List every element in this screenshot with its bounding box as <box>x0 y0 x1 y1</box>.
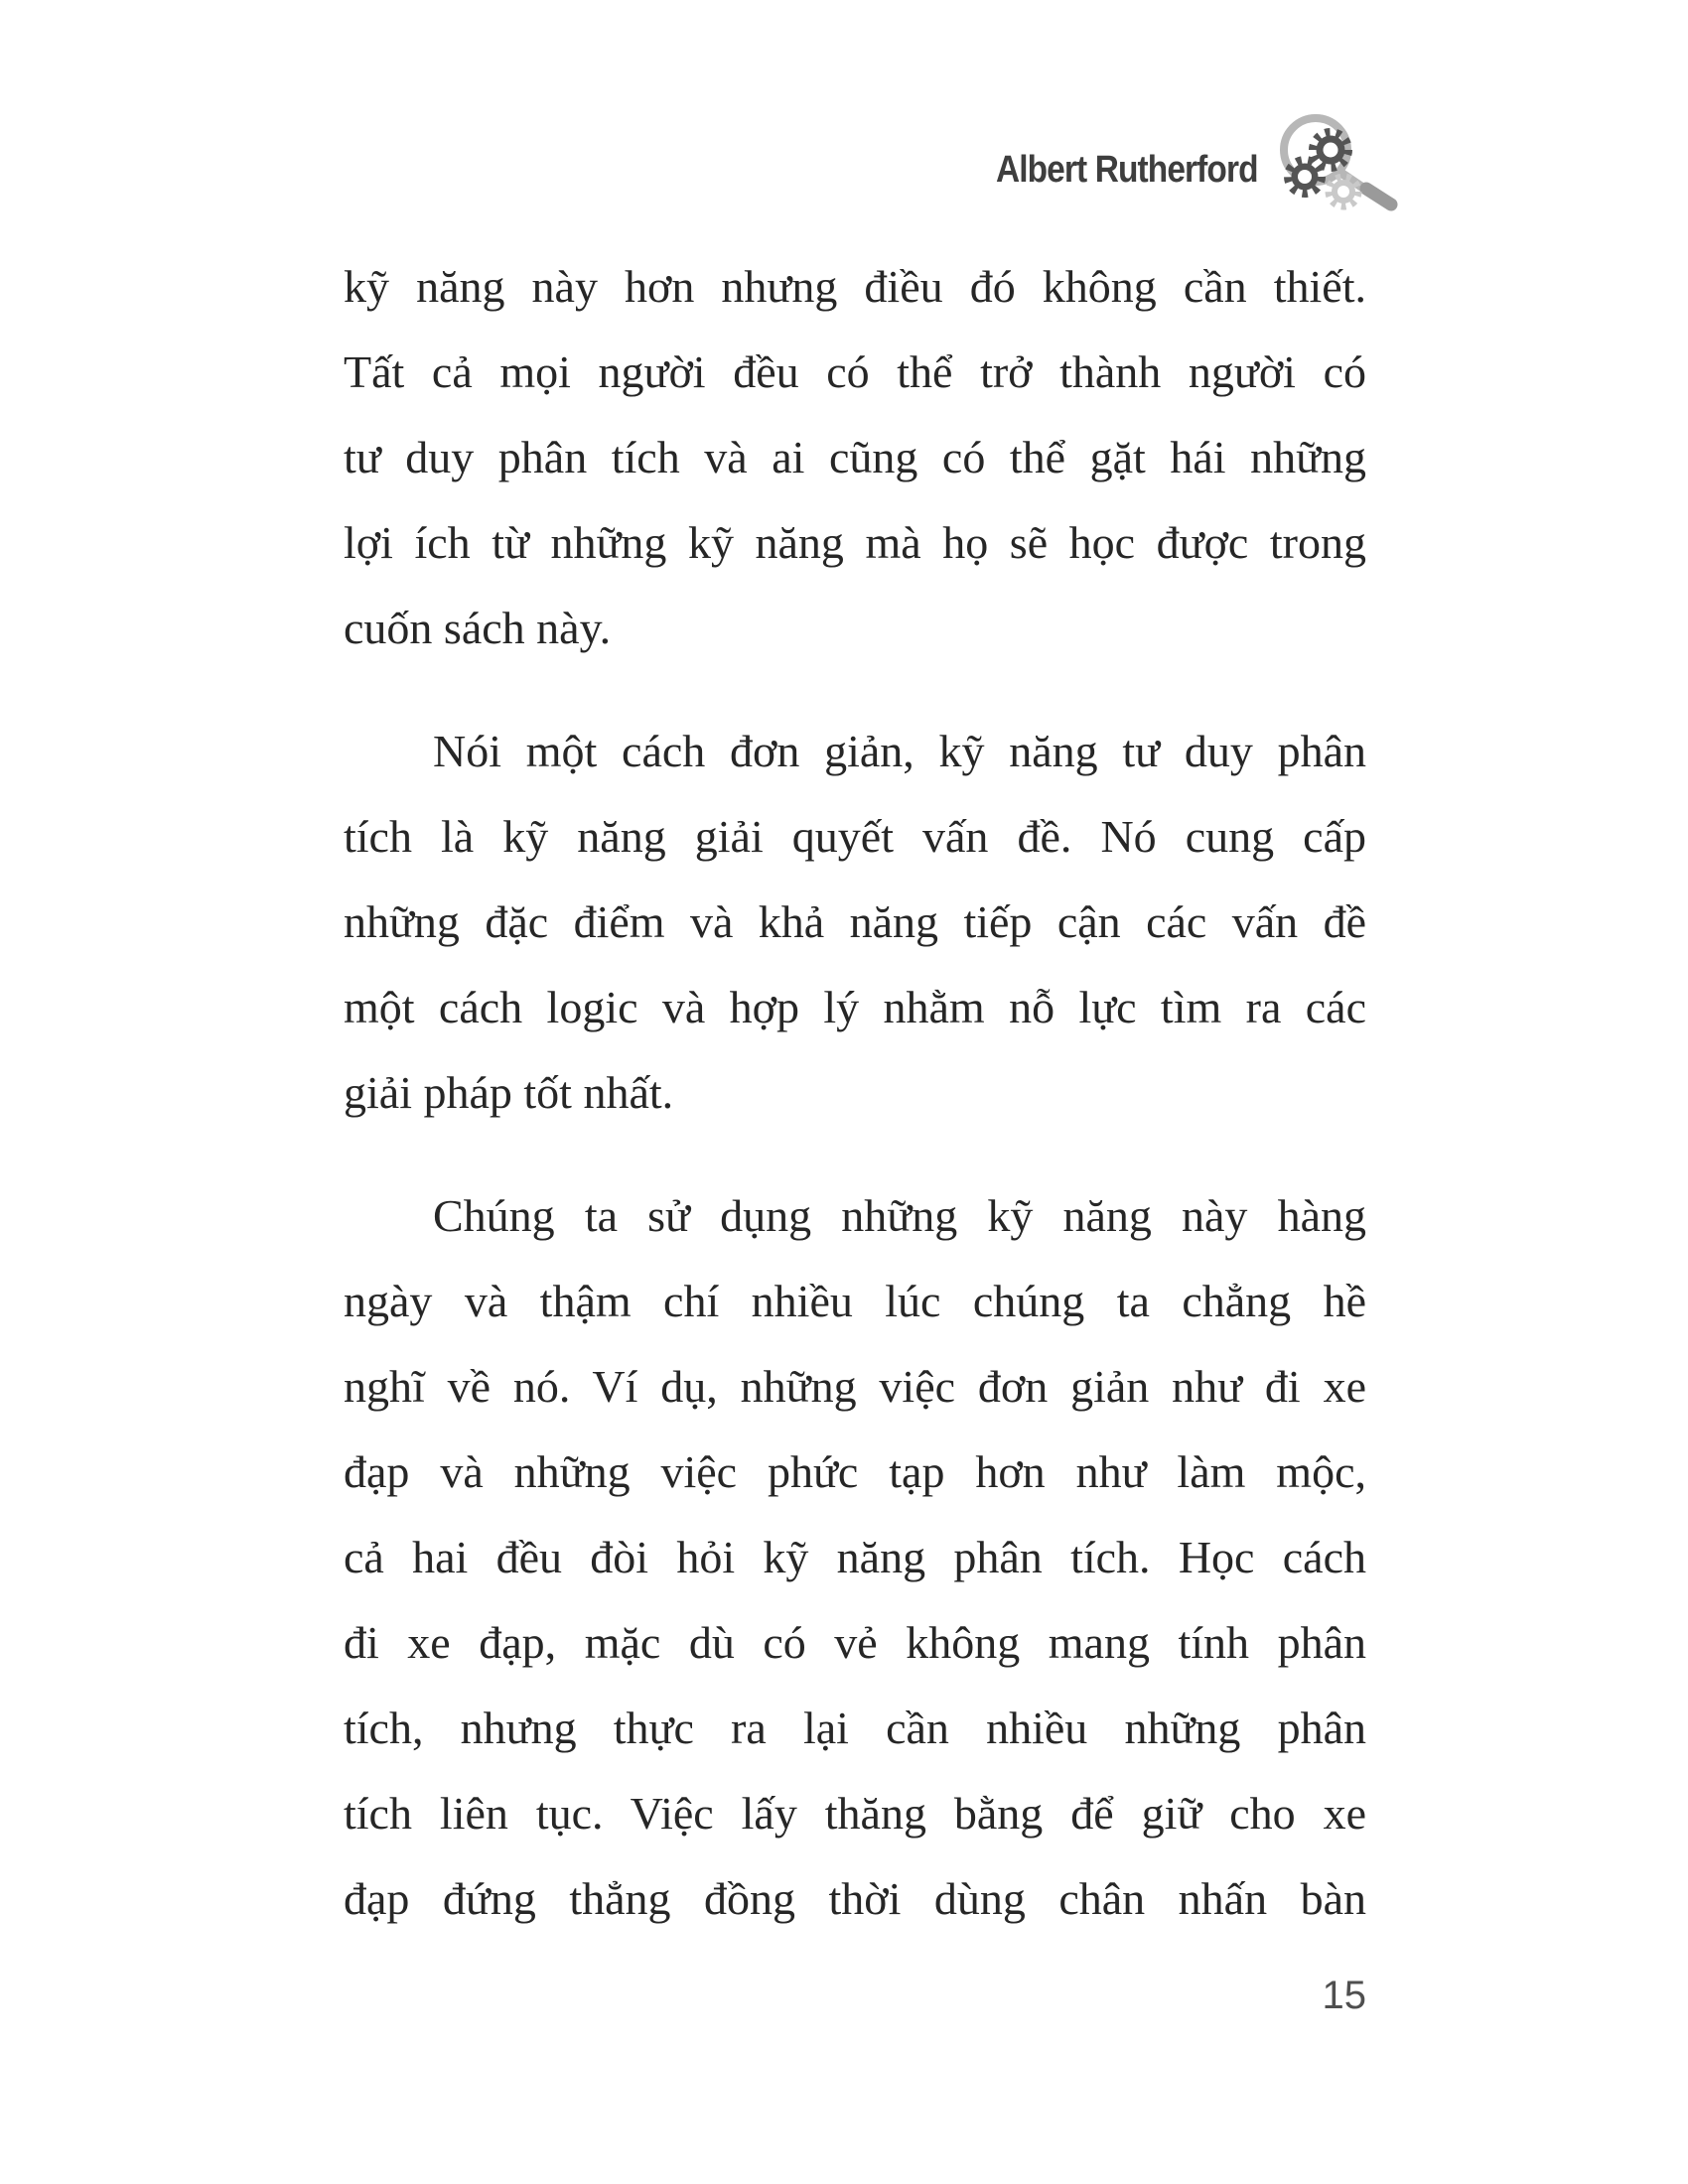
text-line: kỹ năng này hơn nhưng điều đó không cần thiết. <box>344 261 1366 312</box>
paragraph-1 <box>344 244 1366 671</box>
text-line: đạp và những việc phức tạp hơn như làm mộc, <box>344 1446 1366 1497</box>
text-line: cả hai đều đòi hỏi kỹ năng phân tích. Học cách <box>344 1532 1366 1582</box>
text-line: ngày và thậm chí nhiều lúc chúng ta chẳng hề <box>344 1276 1366 1326</box>
author-name: Albert Rutherford <box>996 148 1258 191</box>
body-text <box>344 244 1366 1979</box>
text-line: giải pháp tốt nhất. <box>344 1067 674 1118</box>
page-number: 15 <box>1322 1974 1366 2017</box>
text-line: cuốn sách này. <box>344 603 612 653</box>
text-line: tích là kỹ năng giải quyết vấn đề. Nó cung cấp <box>344 811 1366 862</box>
text-line: một cách logic và hợp lý nhằm nỗ lực tìm ra các <box>344 982 1366 1032</box>
text-line: Chúng ta sử dụng những kỹ năng này hàng <box>433 1190 1366 1241</box>
text-line: đạp đứng thẳng đồng thời dùng chân nhấn bàn <box>344 1873 1366 1924</box>
paragraph-2 <box>344 709 1366 1136</box>
text-line: nghĩ về nó. Ví dụ, những việc đơn giản như đi xe <box>344 1361 1366 1412</box>
text-line: tư duy phân tích và ai cũng có thể gặt hái những <box>344 432 1366 482</box>
text-line: tích liên tục. Việc lấy thăng bằng để giữ cho xe <box>344 1788 1366 1839</box>
paragraph-3 <box>344 1173 1366 1942</box>
text-line: đi xe đạp, mặc dù có vẻ không mang tính phân <box>344 1617 1366 1668</box>
text-line: Nói một cách đơn giản, kỹ năng tư duy phân <box>433 726 1366 776</box>
text-line: tích, nhưng thực ra lại cần nhiều những phân <box>344 1703 1366 1753</box>
magnifier-gears-icon <box>1268 111 1407 228</box>
text-line: Tất cả mọi người đều có thể trở thành người có <box>344 346 1366 397</box>
page-header <box>960 111 1407 228</box>
text-line: những đặc điểm và khả năng tiếp cận các vấn đề <box>344 896 1366 947</box>
text-line: lợi ích từ những kỹ năng mà họ sẽ học được trong <box>344 517 1366 568</box>
